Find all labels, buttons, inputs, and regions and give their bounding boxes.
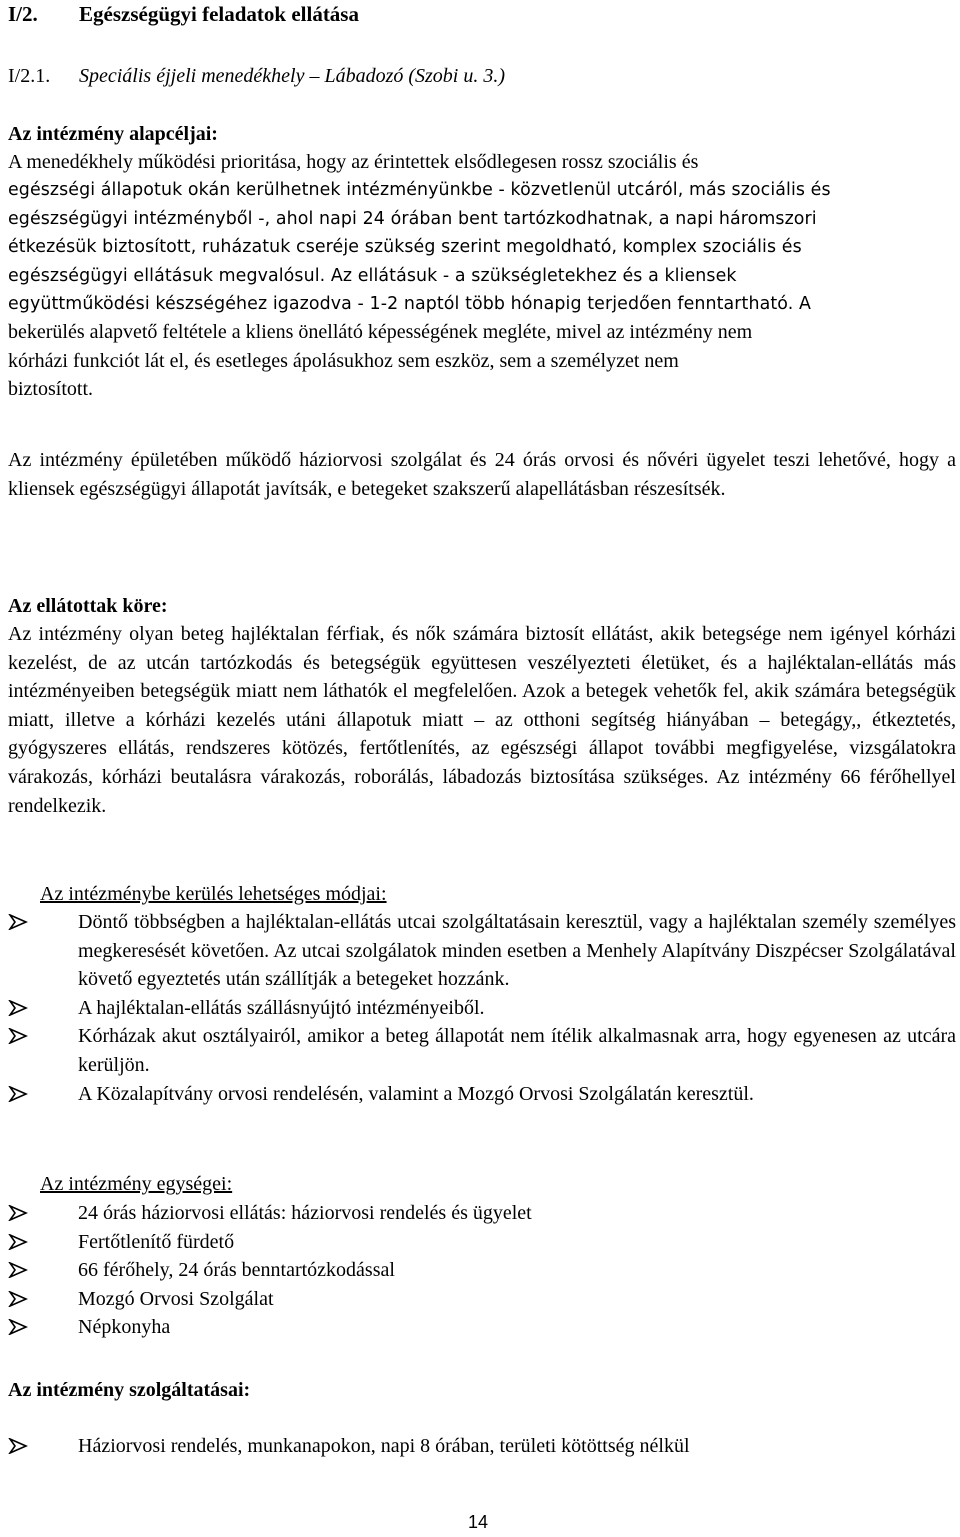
goals-line: kórházi funkciót lát el, és esetleges ápolásukhoz sem eszköz, sem a személyzet nem <box>8 349 679 372</box>
goals-line: A menedékhely működési prioritása, hogy az érintettek elsődlegesen rossz szociális és <box>8 151 699 173</box>
arrow-bullet-icon <box>8 914 28 930</box>
clients-paragraph: Az intézmény olyan beteg hajléktalan férfiak, és nők számára biztosít ellátást, akik betegsége nem igényel kórházi kezelést, de az utcán tartózkodás és betegségük együttesen veszélyezteti életüket, és a hajléktalan-ellátás más intézményeiben betegségük miatt nem láthatók el megfelelően. Azok a betegek vehetők fel, akik számára betegségük miatt, illetve a kórházi kezelés utáni állapotuk miatt – az otthoni segítség hiányában – betegágy,, étkeztetés, gyógyszeres ellátás, rendszeres kötözés, fertőtlenítés, az egészségi állapot további megfigyelése, vizsgálatokra várakozás, kórházi beutalásra várakozás, roborálás, lábadozás biztosítása szükséges. Az intézmény 66 férőhellyel rendelkezik. <box>8 623 956 817</box>
arrow-bullet-icon <box>8 1291 28 1307</box>
admission-title: Az intézménybe kerülés lehetséges módjai: <box>40 883 387 905</box>
list-item: Népkonyha <box>8 1313 956 1342</box>
arrow-bullet-icon <box>8 1438 28 1454</box>
page-number: 14 <box>468 1512 489 1532</box>
arrow-bullet-icon <box>8 1319 28 1335</box>
list-item: Kórházak akut osztályairól, amikor a beteg állapotát nem ítélik alkalmasnak arra, hogy egyenesen az utcára kerüljön. <box>8 1022 956 1079</box>
arrow-bullet-icon <box>8 1262 28 1278</box>
list-item: Döntő többségben a hajléktalan-ellátás utcai szolgáltatásain keresztül, vagy a hajléktalan személy személyes megkeresését követően. Az utcai szolgálatok minden esetben a Menhely Alapítvány Diszpécser Szolgálatával követő egyeztetés után szállítják a betegeket hozzánk. <box>8 908 956 994</box>
goals-line: biztosított. <box>8 378 93 400</box>
section-number: I/2. <box>8 2 38 26</box>
arrow-bullet-icon <box>8 1234 28 1250</box>
services-title: Az intézmény szolgáltatásai: <box>8 1379 251 1401</box>
goals-line: egészségügyi ellátásuk megvalósul. Az ellátásuk - a szükségletekhez és a kliensek <box>8 265 737 286</box>
arrow-bullet-icon <box>8 1000 28 1016</box>
arrow-bullet-icon <box>8 1086 28 1102</box>
list-item: Fertőtlenítő fürdető <box>8 1228 956 1257</box>
goals-title: Az intézmény alapcéljai: <box>8 123 218 145</box>
subsection-title: Speciális éjjeli menedékhely – Lábadozó (Szobi u. 3.) <box>79 65 506 87</box>
goals-line: egészségi állapotuk okán kerülhetnek intézményünkbe - közvetlenül utcáról, más szociális és <box>8 180 831 200</box>
units-title: Az intézmény egységei: <box>40 1173 233 1195</box>
list-item: A hajléktalan-ellátás szállásnyújtó intézményeiből. <box>8 994 956 1023</box>
subsection-number: I/2.1. <box>8 65 51 87</box>
list-item: Háziorvosi rendelés, munkanapokon, napi 8 órában, területi kötöttség nélkül <box>8 1432 956 1461</box>
list-item: 24 órás háziorvosi ellátás: háziorvosi rendelés és ügyelet <box>8 1199 956 1228</box>
services-list <box>8 1432 956 1461</box>
list-item: A Közalapítvány orvosi rendelésén, valamint a Mozgó Orvosi Szolgálatán keresztül. <box>8 1080 956 1109</box>
admission-list <box>8 908 956 1108</box>
list-item: Mozgó Orvosi Szolgálat <box>8 1285 956 1314</box>
arrow-bullet-icon <box>8 1205 28 1221</box>
arrow-bullet-icon <box>8 1028 28 1044</box>
goals-line: étkezésük biztosított, ruházatuk cseréje szükség szerint megoldható, komplex szociális és <box>8 237 802 257</box>
section-title: Egészségügyi feladatok ellátása <box>79 2 359 26</box>
list-item: 66 férőhely, 24 órás benntartózkodással <box>8 1256 956 1285</box>
goals-paragraph-2: Az intézmény épületében működő háziorvosi szolgálat és 24 órás orvosi és nővéri ügyelet teszi lehetővé, hogy a kliensek egészségügyi állapotát javítsák, e betegeket szakszerű alapellátásban részesítsék. <box>8 449 956 500</box>
clients-title: Az ellátottak köre: <box>8 595 168 617</box>
goals-line: együttműködési készségéhez igazodva - 1-2 naptól több hónapig terjedően fenntartható. A <box>8 294 811 314</box>
units-list <box>8 1199 956 1342</box>
goals-line: bekerülés alapvető feltétele a kliens önellátó képességének megléte, mivel az intézmény nem <box>8 321 753 343</box>
goals-line: egészségügyi intézményből -, ahol napi 24 órában bent tartózkodhatnak, a napi háromszori <box>8 208 817 229</box>
